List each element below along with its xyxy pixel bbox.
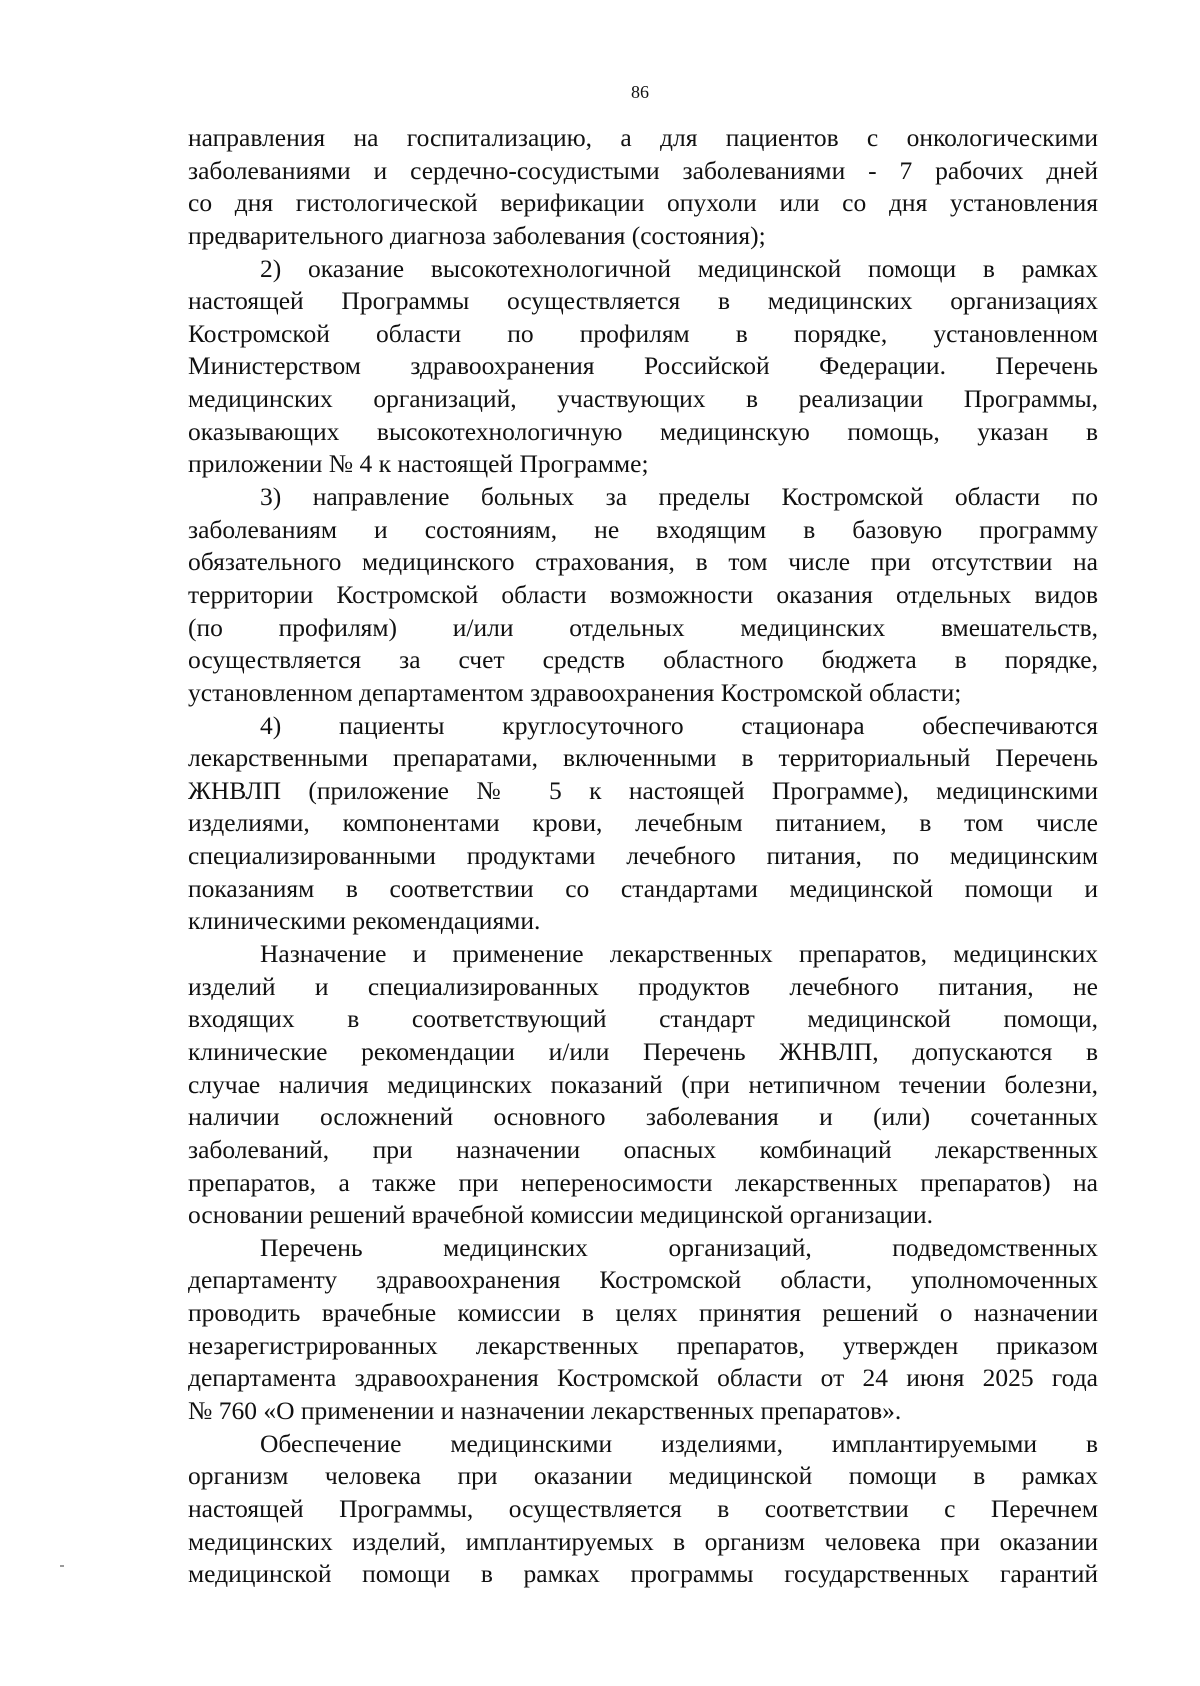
text-line: входящих в соответствующий стандарт медицинской помощи, (188, 1004, 1098, 1034)
text-line: показаниям в соответствии со стандартами медицинской помощи и (188, 873, 1098, 903)
text-line: со дня гистологической верификации опухоли или со дня установления (188, 188, 1098, 218)
text-line: 2) оказание высокотехнологичной медицинской помощи в рамках (260, 253, 1098, 283)
text-line: медицинских изделий, имплантируемых в организм человека при оказании (188, 1526, 1098, 1556)
text-line: Назначение и применение лекарственных препаратов, медицинских (260, 939, 1098, 969)
text-line: 3) направление больных за пределы Костромской области по (260, 482, 1098, 512)
text-line: Министерством здравоохранения Российской Федерации. Перечень (188, 351, 1098, 381)
text-line: обязательного медицинского страхования, в том числе при отсутствии на (188, 547, 1098, 577)
text-line: проводить врачебные комиссии в целях принятия решений о назначении (188, 1298, 1098, 1328)
text-line: изделий и специализированных продуктов лечебного питания, не (188, 971, 1098, 1001)
text-line: организм человека при оказании медицинской помощи в рамках (188, 1461, 1098, 1491)
text-line: наличии осложнений основного заболевания и (или) сочетанных (188, 1102, 1098, 1132)
text-line: настоящей Программы, осуществляется в соответствии с Перечнем (188, 1493, 1098, 1523)
text-line: изделиями, компонентами крови, лечебным питанием, в том числе (188, 808, 1098, 838)
text-line: лекарственными препаратами, включенными в территориальный Перечень (188, 743, 1098, 773)
text-line: Перечень медицинских организаций, подведомственных (260, 1232, 1098, 1262)
text-line: клинические рекомендации и/или Перечень ЖНВЛП, допускаются в (188, 1036, 1098, 1066)
text-line: медицинских организаций, участвующих в реализации Программы, (188, 384, 1098, 414)
text-line: незарегистрированных лекарственных препаратов, утвержден приказом (188, 1330, 1098, 1360)
text-line: установленном департаментом здравоохранения Костромской области; (188, 677, 962, 707)
scan-speck (60, 1565, 64, 1567)
text-line: заболеваниями и сердечно-сосудистыми заболеваниями - 7 рабочих дней (188, 155, 1098, 185)
text-line: № 760 «О применении и назначении лекарственных препаратов». (188, 1395, 902, 1425)
text-line: Обеспечение медицинскими изделиями, имплантируемыми в (260, 1428, 1098, 1458)
text-line: осуществляется за счет средств областного бюджета в порядке, (188, 645, 1098, 675)
text-line: основании решений врачебной комиссии медицинской организации. (188, 1200, 933, 1230)
text-line: территории Костромской области возможности оказания отдельных видов (188, 579, 1098, 609)
text-line: 4) пациенты круглосуточного стационара обеспечиваются (260, 710, 1098, 740)
text-line: специализированными продуктами лечебного питания, по медицинским (188, 841, 1098, 871)
text-line: направления на госпитализацию, а для пациентов с онкологическими (188, 123, 1098, 152)
text-line: заболеваниям и состояниям, не входящим в базовую программу (188, 514, 1098, 544)
text-line: предварительного диагноза заболевания (состояния); (188, 220, 766, 250)
text-line: медицинской помощи в рамках программы государственных гарантий (188, 1559, 1098, 1589)
text-line: департамента здравоохранения Костромской области от 24 июня 2025 года (188, 1363, 1098, 1393)
text-line: случае наличия медицинских показаний (при нетипичном течении болезни, (188, 1069, 1098, 1099)
text-line: заболеваний, при назначении опасных комбинаций лекарственных (188, 1134, 1098, 1164)
text-line: оказывающих высокотехнологичную медицинскую помощь, указан в (188, 416, 1098, 446)
text-line: препаратов, а также при непереносимости лекарственных препаратов) на (188, 1167, 1098, 1197)
body-text (188, 122, 1098, 1591)
text-line: (по профилям) и/или отдельных медицинских вмешательств, (188, 612, 1098, 642)
text-line: настоящей Программы осуществляется в медицинских организациях (188, 286, 1098, 316)
text-line: департаменту здравоохранения Костромской области, уполномоченных (188, 1265, 1098, 1295)
text-line: Костромской области по профилям в порядке, установленном (188, 318, 1098, 348)
text-line: приложении № 4 к настоящей Программе; (188, 449, 649, 479)
text-line: ЖНВЛП (приложение № 5 к настоящей Программе), медицинскими (188, 775, 1098, 805)
text-line: клиническими рекомендациями. (188, 906, 541, 936)
page-number: 86 (631, 82, 649, 102)
